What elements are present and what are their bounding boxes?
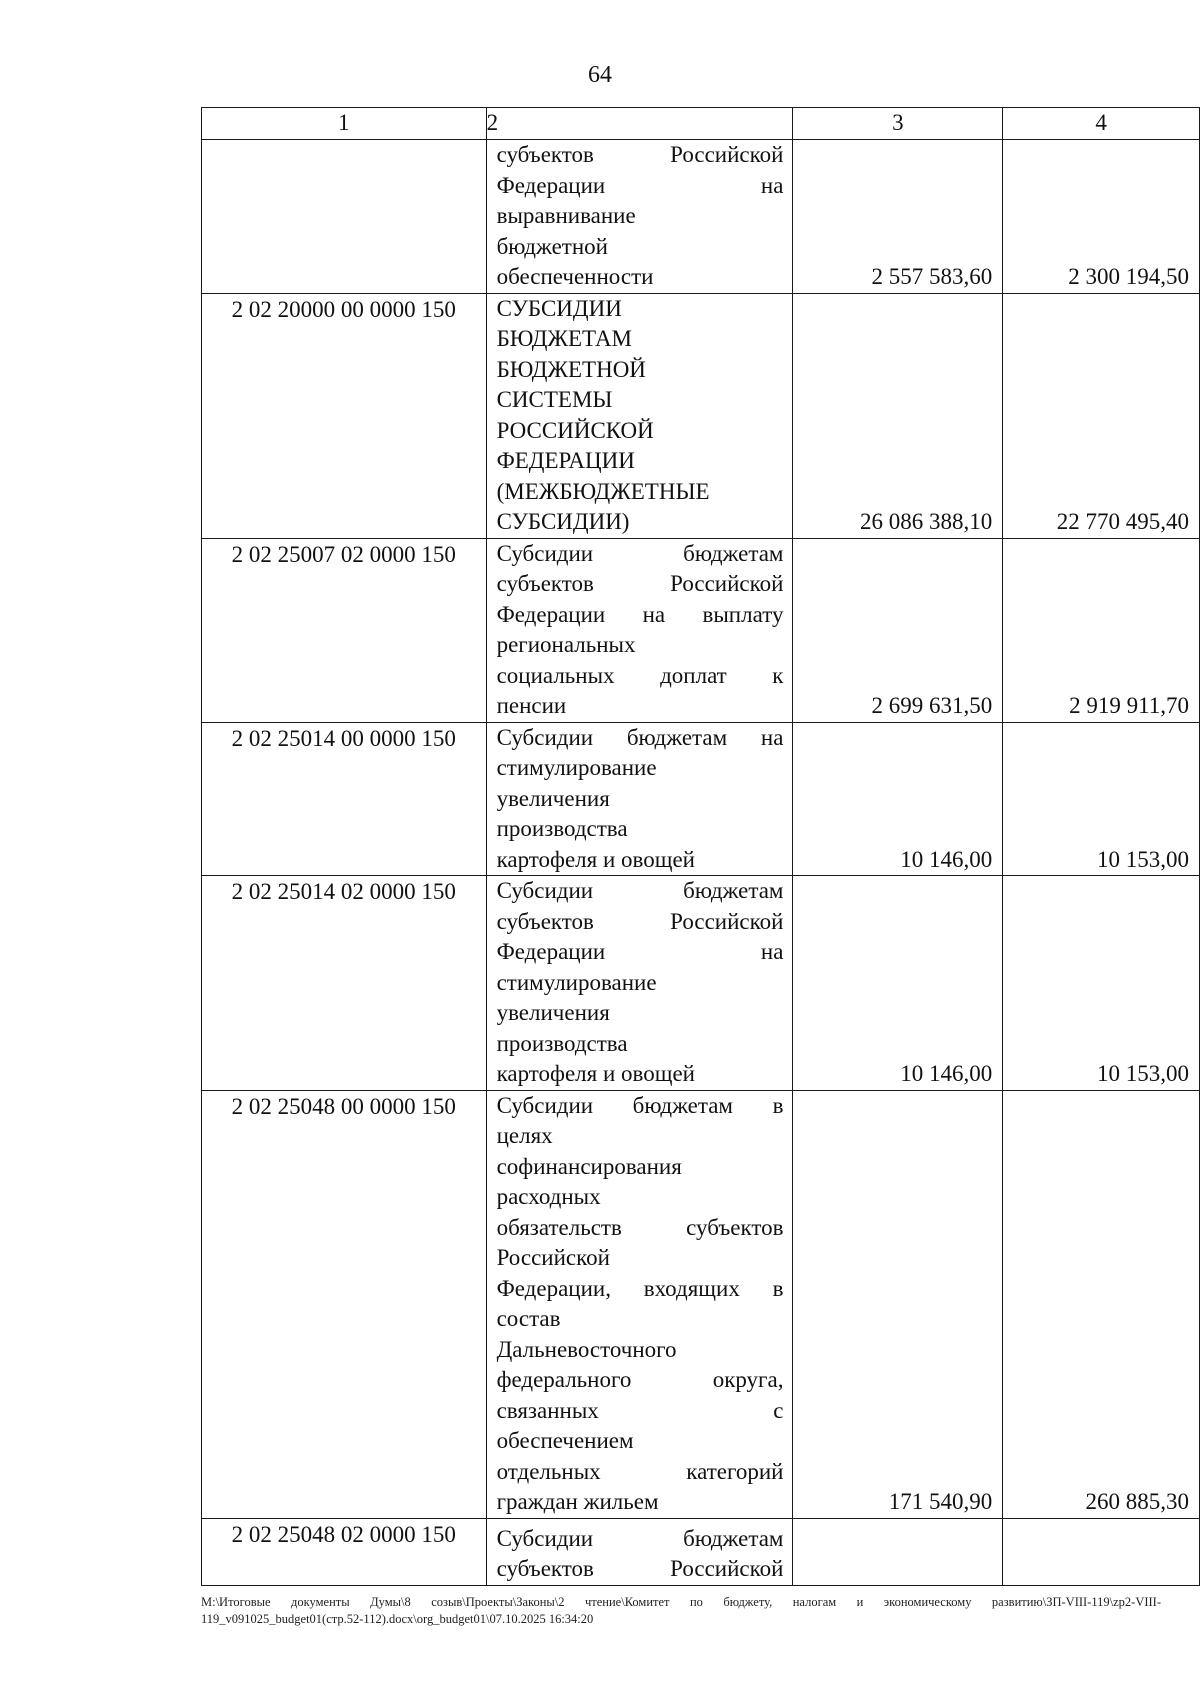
amount-2026-cell: 10 153,00: [1003, 722, 1200, 876]
description-line: обеспеченности: [496, 264, 654, 289]
description-line: картофеля и овощей: [496, 1061, 695, 1086]
description-line: обеспечением: [496, 1428, 634, 1453]
description-line: состав: [496, 1306, 561, 1331]
column-header-1: 1: [202, 108, 487, 140]
description-line: БЮДЖЕТАМ: [496, 326, 633, 351]
page-number: 64: [588, 62, 612, 88]
description-line: Федерации на выплату: [496, 601, 784, 627]
table-row: [202, 140, 1200, 294]
amount-2026-cell: 2 300 194,50: [1003, 140, 1200, 294]
amount-2026-cell: 10 153,00: [1003, 876, 1200, 1091]
description-line: СУБСИДИИ): [496, 509, 630, 534]
amount-2025-cell: [793, 1518, 1003, 1585]
description-line: региональных: [496, 632, 636, 657]
description-line: увеличения: [496, 1000, 610, 1025]
description-cell: [486, 538, 793, 722]
budget-code-cell: 2 02 25014 02 0000 150: [202, 876, 487, 1091]
description-line: картофеля и овощей: [496, 846, 695, 872]
description-line: софинансирования: [496, 1153, 682, 1179]
description-line: СИСТЕМЫ: [496, 387, 613, 412]
table-row: [202, 1518, 1200, 1585]
budget-code-cell: [202, 140, 487, 294]
amount-2025-cell: 10 146,00: [793, 722, 1003, 876]
description-line: Федерации, входящих в: [496, 1275, 784, 1301]
description-line: Федерации на: [496, 172, 784, 198]
budget-code-cell: 2 02 25007 02 0000 150: [202, 538, 487, 722]
description-line: производства: [496, 816, 628, 841]
description-line: производства: [496, 1030, 628, 1056]
file-path-footer: [201, 1594, 1161, 1628]
description-line: Федерации на: [496, 939, 784, 964]
description-line: граждан жильем: [496, 1489, 659, 1514]
description-line: увеличения: [496, 785, 610, 811]
amount-2025-cell: 10 146,00: [793, 876, 1003, 1091]
description-line: бюджетной: [496, 233, 608, 259]
description-line: расходных: [496, 1184, 601, 1209]
description-line: связанных с: [496, 1397, 784, 1423]
budget-code-cell: 2 02 20000 00 0000 150: [202, 293, 487, 538]
description-line: Дальневосточного: [496, 1336, 677, 1362]
description-line: РОССИЙСКОЙ: [496, 417, 654, 443]
description-line: субъектов Российской: [496, 571, 784, 596]
description-cell: [486, 722, 793, 876]
budget-code-cell: 2 02 25048 02 0000 150: [202, 1518, 487, 1585]
table-row: [202, 876, 1200, 1091]
amount-2026-cell: 260 885,30: [1003, 1090, 1200, 1518]
column-header-2: 2: [486, 108, 793, 140]
budget-code-cell: 2 02 25048 00 0000 150: [202, 1090, 487, 1518]
description-cell: [486, 293, 793, 538]
description-line: ФЕДЕРАЦИИ: [496, 448, 635, 473]
table-row: [202, 293, 1200, 538]
description-line: Субсидии бюджетам на: [496, 724, 784, 750]
description-line: субъектов Российской: [496, 1556, 784, 1581]
amount-2026-cell: 22 770 495,40: [1003, 293, 1200, 538]
column-header-4: 4: [1003, 108, 1200, 140]
amount-2025-cell: 2 699 631,50: [793, 538, 1003, 722]
description-line: социальных доплат к: [496, 662, 784, 688]
description-line: Субсидии бюджетам: [496, 540, 784, 566]
budget-table: [201, 107, 1200, 1586]
description-cell: [486, 1518, 793, 1585]
amount-2025-cell: 26 086 388,10: [793, 293, 1003, 538]
description-line: отдельных категорий: [496, 1458, 784, 1484]
description-line: (МЕЖБЮДЖЕТНЫЕ: [496, 478, 710, 504]
description-line: Российской: [496, 1245, 610, 1270]
budget-table-body: [202, 108, 1200, 1586]
description-line: субъектов Российской: [496, 908, 784, 934]
amount-2026-cell: 2 919 911,70: [1003, 538, 1200, 722]
description-line: стимулирование: [496, 969, 657, 995]
description-line: Субсидии бюджетам в: [496, 1092, 784, 1118]
description-line: стимулирование: [496, 755, 657, 780]
footer-line-1: М:\Итоговые документы Думы\8 созыв\Проекты\Законы\2 чтение\Комитет по бюджету, налогам и экономическому развитию\ЗП-VIII-119\zp2-VIII-: [201, 1595, 1161, 1609]
amount-2025-cell: 2 557 583,60: [793, 140, 1003, 294]
table-row: [202, 1090, 1200, 1518]
table-row: [202, 538, 1200, 722]
description-line: Субсидии бюджетам: [496, 878, 784, 903]
description-line: субъектов Российской: [496, 142, 784, 167]
description-line: пенсии: [496, 693, 567, 718]
table-header-row: [202, 108, 1200, 140]
description-cell: [486, 876, 793, 1091]
description-line: СУБСИДИИ: [496, 295, 622, 321]
budget-code-cell: 2 02 25014 00 0000 150: [202, 722, 487, 876]
description-line: БЮДЖЕТНОЙ: [496, 356, 646, 382]
description-line: обязательств субъектов: [496, 1214, 784, 1240]
description-line: федерального округа,: [496, 1367, 784, 1392]
description-line: выравнивание: [496, 203, 636, 228]
column-header-3: 3: [793, 108, 1003, 140]
description-line: целях: [496, 1123, 553, 1148]
amount-2025-cell: 171 540,90: [793, 1090, 1003, 1518]
description-cell: [486, 1090, 793, 1518]
amount-2026-cell: [1003, 1518, 1200, 1585]
table-row: [202, 722, 1200, 876]
description-cell: [486, 140, 793, 294]
footer-line-2: 119_v091025_budget01(стр.52-112).docx\org_budget01\07.10.2025 16:34:20: [201, 1612, 594, 1626]
description-line: Субсидии бюджетам: [496, 1525, 784, 1551]
